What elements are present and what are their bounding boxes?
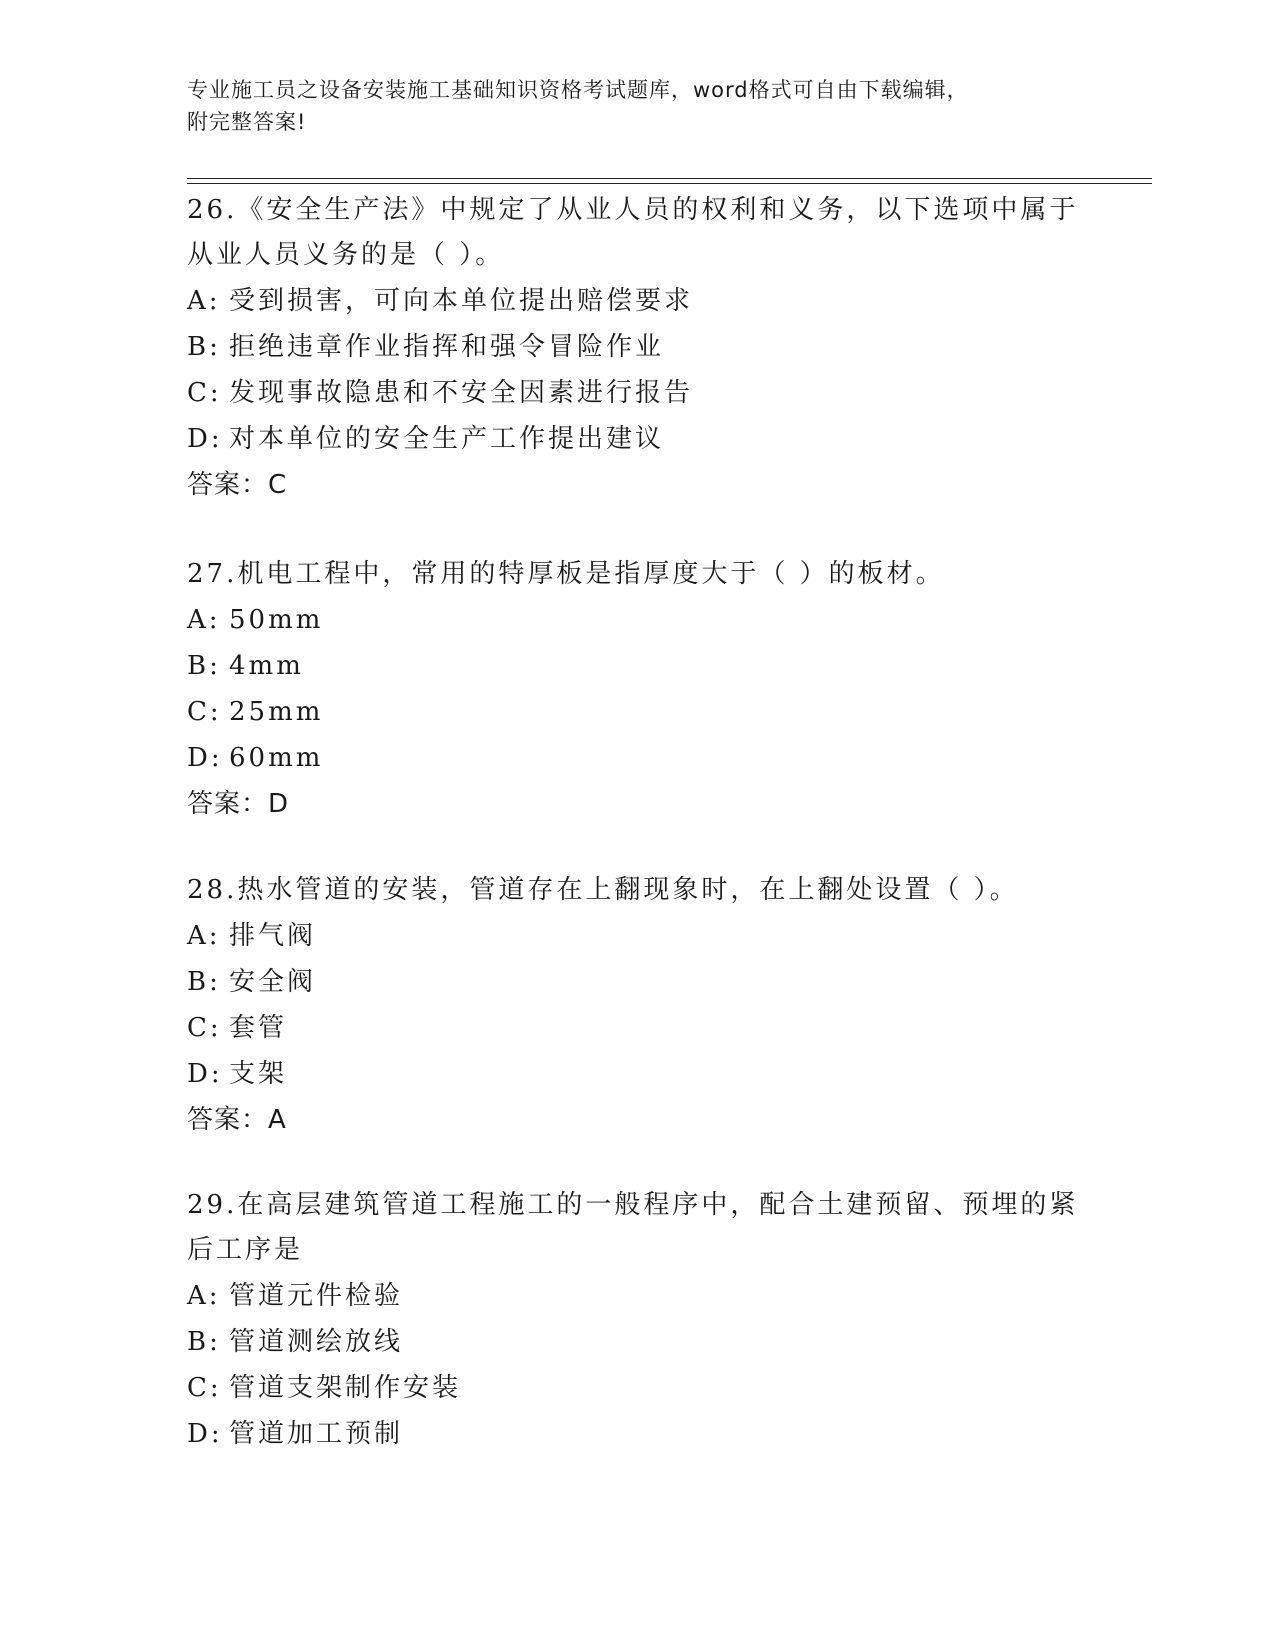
option-text: 发现事故隐患和不安全因素进行报告 — [229, 378, 694, 408]
option-letter: B: — [187, 967, 221, 997]
question-stem-line-1: 机电工程中，常用的特厚板是指厚度大于（ ）的板材。 — [237, 559, 945, 589]
option-text: 支架 — [229, 1059, 288, 1089]
question-number: 29. — [187, 1190, 238, 1220]
option-text: 排气阀 — [229, 921, 317, 951]
question-stem-line-1: 在高层建筑管道工程施工的一般程序中，配合土建预留、预埋的紧 — [237, 1190, 1079, 1220]
option-text: 25mm — [229, 697, 324, 727]
option-letter: A: — [187, 605, 221, 635]
question-stem-line-2: 后工序是 — [187, 1235, 304, 1265]
question-stem-line-1: 《安全生产法》中规定了从业人员的权利和义务，以下选项中属于 — [237, 195, 1079, 225]
option-c — [187, 689, 1087, 735]
question-number: 26. — [187, 195, 238, 225]
answer-label: 答案： — [187, 1105, 269, 1135]
option-d — [187, 1411, 1087, 1457]
option-a — [187, 1273, 1087, 1319]
header-line-2: 附完整答案! — [187, 110, 307, 134]
option-letter: A: — [187, 921, 221, 951]
answer-value: C — [268, 470, 288, 500]
option-letter: B: — [187, 1327, 221, 1357]
option-a — [187, 597, 1087, 643]
option-c — [187, 370, 1087, 416]
option-text: 管道测绘放线 — [229, 1327, 404, 1357]
question-stem — [187, 1183, 1087, 1273]
option-letter: C: — [187, 378, 222, 408]
option-text: 套管 — [229, 1013, 288, 1043]
answer-value: A — [268, 1105, 287, 1135]
answer-line — [187, 462, 1087, 508]
option-a — [187, 278, 1087, 324]
option-letter: A: — [187, 286, 221, 316]
answer-label: 答案： — [187, 470, 269, 500]
question-28 — [187, 868, 1087, 1143]
option-d — [187, 416, 1087, 462]
question-stem — [187, 868, 1087, 913]
option-text: 管道元件检验 — [229, 1281, 404, 1311]
header-line-1: 专业施工员之设备安装施工基础知识资格考试题库，word格式可自由下载编辑， — [187, 78, 969, 102]
option-letter: D: — [187, 1419, 223, 1449]
option-a — [187, 913, 1087, 959]
option-letter: C: — [187, 1373, 222, 1403]
header-divider-top — [187, 178, 1152, 179]
option-text: 管道支架制作安装 — [229, 1373, 462, 1403]
option-letter: B: — [187, 332, 221, 362]
option-text: 管道加工预制 — [229, 1419, 404, 1449]
answer-value: D — [268, 789, 290, 819]
option-text: 拒绝违章作业指挥和强令冒险作业 — [229, 332, 665, 362]
option-letter: D: — [187, 743, 223, 773]
option-c — [187, 1365, 1087, 1411]
question-stem-line-2: 从业人员义务的是（ ）。 — [187, 240, 505, 270]
option-text: 对本单位的安全生产工作提出建议 — [229, 424, 665, 454]
option-text: 4mm — [229, 651, 304, 681]
question-27 — [187, 552, 1087, 827]
option-b — [187, 643, 1087, 689]
option-c — [187, 1005, 1087, 1051]
answer-label: 答案： — [187, 789, 269, 819]
answer-line — [187, 1097, 1087, 1143]
option-letter: D: — [187, 1059, 223, 1089]
option-text: 50mm — [229, 605, 324, 635]
option-letter: D: — [187, 424, 223, 454]
document-header — [187, 74, 1077, 138]
option-letter: C: — [187, 697, 222, 727]
question-stem-line-1: 热水管道的安装，管道存在上翻现象时，在上翻处设置（ ）。 — [237, 875, 1019, 905]
option-text: 受到损害，可向本单位提出赔偿要求 — [229, 286, 694, 316]
question-26 — [187, 188, 1087, 508]
option-text: 60mm — [229, 743, 324, 773]
option-b — [187, 959, 1087, 1005]
question-number: 27. — [187, 559, 238, 589]
option-d — [187, 735, 1087, 781]
question-stem — [187, 188, 1087, 278]
header-divider-bottom — [187, 183, 1152, 184]
answer-line — [187, 781, 1087, 827]
option-b — [187, 1319, 1087, 1365]
question-29 — [187, 1183, 1087, 1457]
option-letter: C: — [187, 1013, 222, 1043]
option-text: 安全阀 — [229, 967, 317, 997]
option-d — [187, 1051, 1087, 1097]
question-stem — [187, 552, 1087, 597]
option-letter: B: — [187, 651, 221, 681]
option-b — [187, 324, 1087, 370]
question-number: 28. — [187, 875, 238, 905]
option-letter: A: — [187, 1281, 221, 1311]
